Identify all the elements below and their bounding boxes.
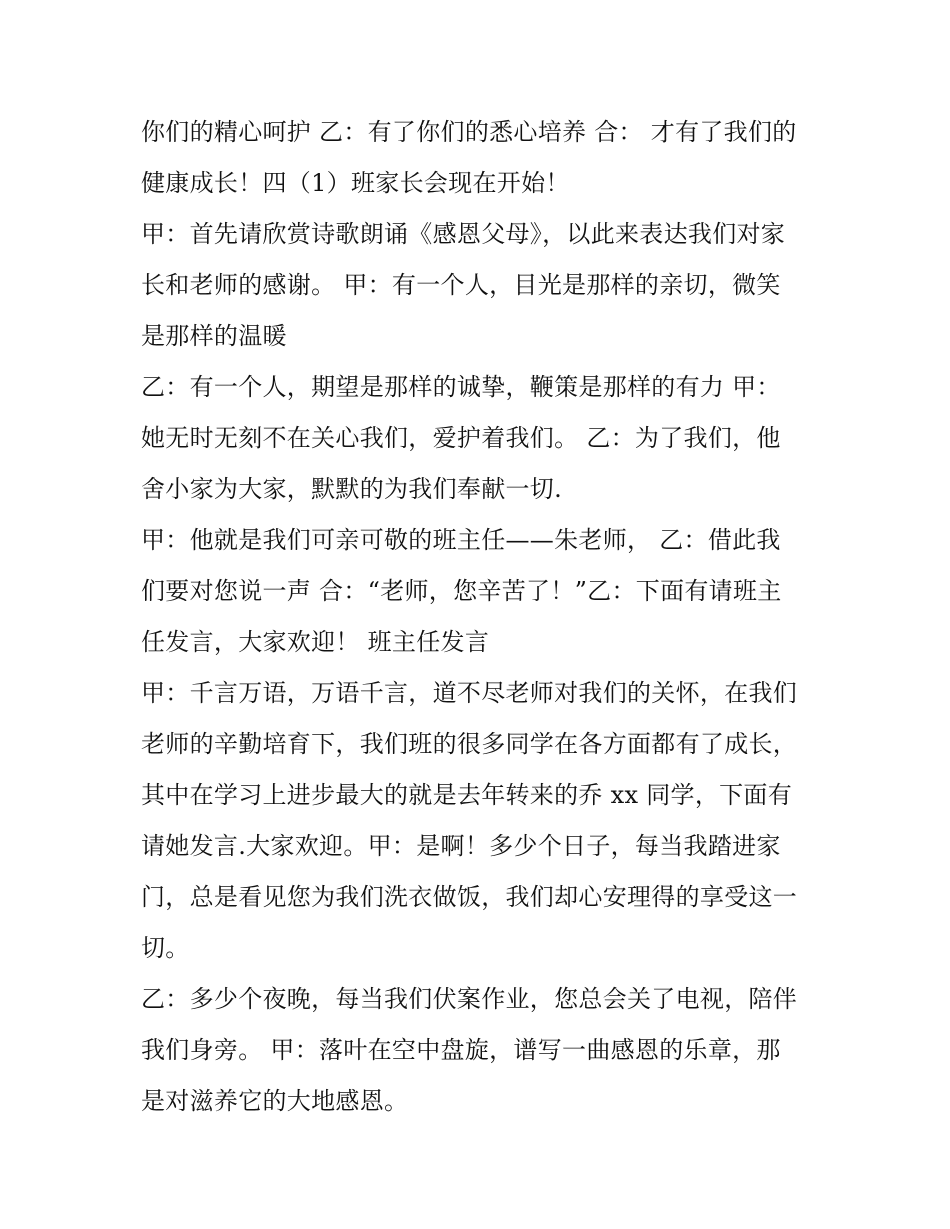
- text-line: 门，总是看见您为我们洗衣做饭，我们却心安理得的享受这一: [141, 883, 798, 911]
- document-body: [141, 107, 813, 1127]
- text-line: 其中在学习上进步最大的就是去年转来的乔 xx 同学，下面有: [141, 781, 793, 809]
- text-line: 乙：多少个夜晚，每当我们伏案作业，您总会关了电视，陪伴: [141, 985, 798, 1013]
- text-line: 请她发言.大家欢迎。甲：是啊！多少个日子，每当我踏进家: [141, 832, 781, 860]
- text-line: 是那样的温暖: [141, 322, 287, 350]
- text-line: 长和老师的感谢。 甲：有一个人，目光是那样的亲切，微笑: [141, 271, 781, 299]
- text-line: 甲：他就是我们可亲可敬的班主任——朱老师， 乙：借此我: [141, 526, 781, 554]
- text-line: 是对滋养它的大地感恩。: [141, 1087, 409, 1115]
- text-line: 任发言，大家欢迎！ 班主任发言: [141, 628, 490, 656]
- text-line: 她无时无刻不在关心我们，爱护着我们。 乙：为了我们，他: [141, 424, 781, 452]
- text-line: 老师的辛勤培育下，我们班的很多同学在各方面都有了成长，: [141, 730, 798, 758]
- text-line: 舍小家为大家，默默的为我们奉献一切.: [141, 475, 563, 503]
- text-line: 乙：有一个人，期望是那样的诚挚，鞭策是那样的有力 甲：: [141, 373, 781, 401]
- text-line: 健康成长！四（1）班家长会现在开始！: [141, 169, 570, 197]
- text-line: 我们身旁。 甲：落叶在空中盘旋，谱写一曲感恩的乐章，那: [141, 1036, 781, 1064]
- text-line: 甲：首先请欣赏诗歌朗诵《感恩父母》，以此来表达我们对家: [141, 220, 786, 248]
- text-line: 甲：千言万语，万语千言，道不尽老师对我们的关怀，在我们: [141, 679, 798, 707]
- text-line: 们要对您说一声 合：“老师，您辛苦了！”乙：下面有请班主: [141, 577, 782, 605]
- text-line: 切。: [141, 934, 190, 962]
- text-line: 你们的精心呵护 乙：有了你们的悉心培养 合： 才有了我们的: [141, 118, 797, 146]
